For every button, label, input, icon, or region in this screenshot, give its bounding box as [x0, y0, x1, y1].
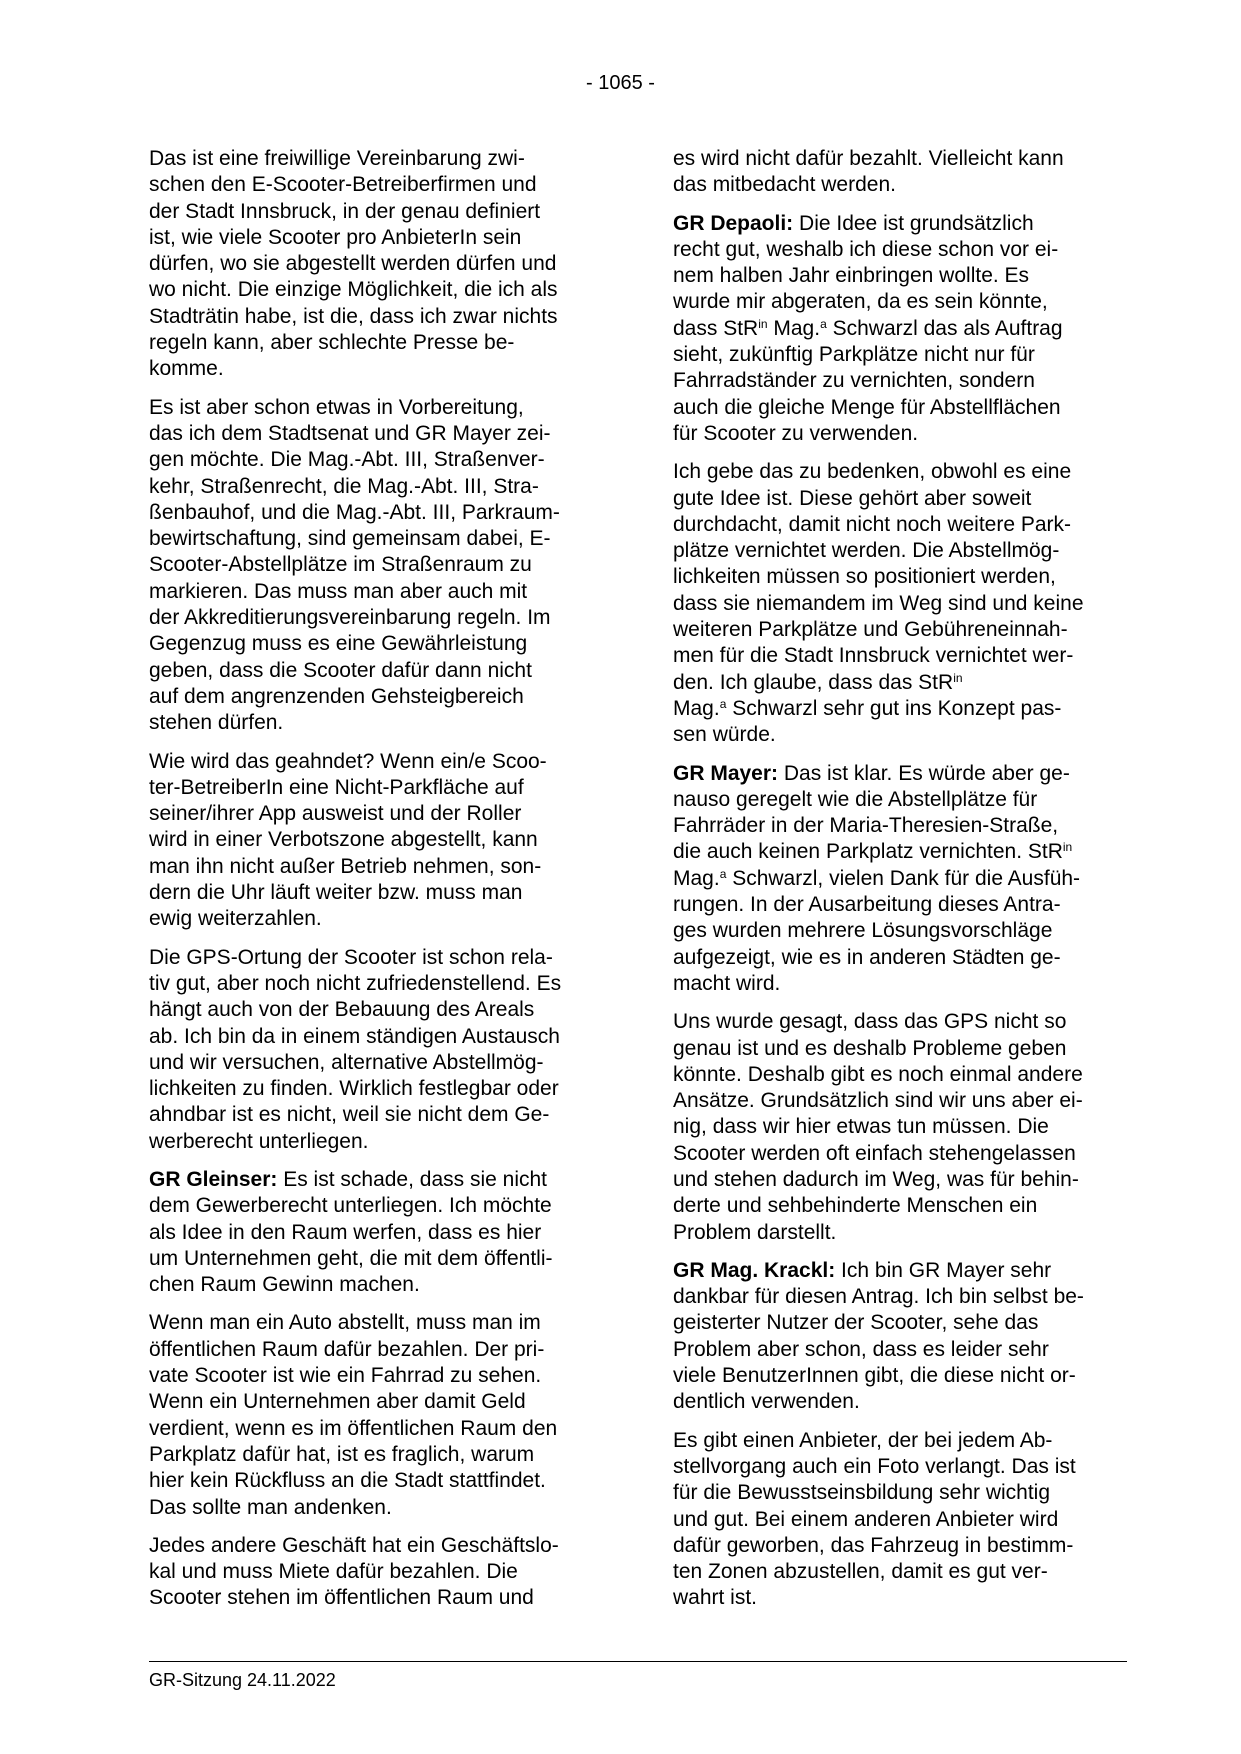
text-line: stellvorgang auch ein Foto verlangt. Das ist	[673, 1454, 1076, 1478]
text-line: Wenn ein Unternehmen aber damit Geld	[149, 1390, 526, 1414]
text-line: wahrt ist.	[673, 1586, 758, 1610]
text-line: aufgezeigt, wie es in anderen Städten ge-	[673, 945, 1061, 969]
text-line: nig, dass wir hier etwas tun müssen. Die	[673, 1115, 1049, 1139]
text-line: Die Idee ist grundsätzlich	[793, 211, 1034, 235]
text-line: ewig weiterzahlen.	[149, 907, 322, 931]
text-line: bewirtschaftung, sind gemeinsam dabei, E-	[149, 527, 551, 551]
text-line: Scooter werden oft einfach stehengelassen	[673, 1141, 1076, 1165]
text-line: ßenbauhof, und die Mag.-Abt. III, Parkraum-	[149, 500, 560, 524]
speaker-name: GR Gleinser:	[149, 1167, 278, 1191]
text-line: chen Raum Gewinn machen.	[149, 1273, 420, 1297]
text-line: Mag.$^a$ Schwarzl sehr gut ins Konzept pas-	[673, 696, 1062, 720]
text-line: auf dem angrenzenden Gehsteigbereich	[149, 684, 524, 708]
text-line: Uns wurde gesagt, dass das GPS nicht so	[673, 1010, 1067, 1034]
text-line: öffentlichen Raum dafür bezahlen. Der pri-	[149, 1337, 545, 1361]
text-line: verdient, wenn es im öffentlichen Raum den	[149, 1416, 558, 1440]
text-line: ahndbar ist es nicht, weil sie nicht dem Ge-	[149, 1103, 550, 1127]
text-line: Problem darstellt.	[673, 1220, 837, 1244]
superscript: a	[719, 866, 727, 881]
paragraph	[149, 146, 602, 383]
text-line: lichkeiten zu finden. Wirklich festlegbar oder	[149, 1077, 559, 1101]
footer-text: GR-Sitzung 24.11.2022	[149, 1670, 336, 1690]
paragraph	[149, 1310, 602, 1520]
text-line: komme.	[149, 357, 224, 381]
text-line: macht wird.	[673, 971, 781, 995]
text-line: nauso geregelt wie die Abstellplätze für	[673, 787, 1038, 811]
speaker-name: GR Mayer:	[673, 761, 779, 785]
text-line: Das ist klar. Es würde aber ge-	[778, 761, 1070, 785]
text-line: Es gibt einen Anbieter, der bei jedem Ab-	[673, 1428, 1053, 1452]
text-line: vate Scooter ist wie ein Fahrrad zu sehen.	[149, 1364, 542, 1388]
text-line: lichkeiten müssen so positioniert werden,	[673, 565, 1056, 589]
text-line: viele BenutzerInnen gibt, die diese nicht or-	[673, 1364, 1076, 1388]
text-line: Jedes andere Geschäft hat ein Geschäftslo-	[149, 1533, 559, 1557]
text-line: Das sollte man andenken.	[149, 1495, 392, 1519]
text-line: Ansätze. Grundsätzlich sind wir uns aber ei-	[673, 1089, 1083, 1113]
text-line: stehen dürfen.	[149, 711, 284, 735]
text-line: für die Bewusstseinsbildung sehr wichtig	[673, 1481, 1051, 1505]
text-line: auch die gleiche Menge für Abstellflächen	[673, 395, 1061, 419]
text-line: sen würde.	[673, 723, 776, 747]
text-line: Stadträtin habe, ist die, dass ich zwar nichts	[149, 304, 558, 328]
text-line: Fahrradständer zu vernichten, sondern	[673, 369, 1035, 393]
text-line: Parkplatz dafür hat, ist es fraglich, warum	[149, 1442, 535, 1466]
text-line: derte und sehbehinderte Menschen ein	[673, 1194, 1038, 1218]
paragraph	[673, 459, 1126, 748]
text-line: Scooter-Abstellplätze im Straßenraum zu	[149, 553, 532, 577]
text-line: um Unternehmen geht, die mit dem öffentli-	[149, 1246, 553, 1270]
text-line: geisterter Nutzer der Scooter, sehe das	[673, 1311, 1039, 1335]
text-line: Wenn man ein Auto abstellt, muss man im	[149, 1311, 541, 1335]
text-line: ter-BetreiberIn eine Nicht-Parkfläche auf	[149, 775, 524, 799]
text-line: hier kein Rückfluss an die Stadt stattfindet.	[149, 1469, 546, 1493]
text-line: Es ist schade, dass sie nicht	[277, 1167, 548, 1191]
text-line: das mitbedacht werden.	[673, 173, 896, 197]
text-line: hängt auch von der Bebauung des Areals	[149, 998, 535, 1022]
text-line: man ihn nicht außer Betrieb nehmen, son-	[149, 854, 542, 878]
text-line: dankbar für diesen Antrag. Ich bin selbst be-	[673, 1285, 1084, 1309]
text-line: ges wurden mehrere Lösungsvorschläge	[673, 919, 1053, 943]
text-line: ten Zonen abzustellen, damit es gut ver-	[673, 1560, 1048, 1584]
paragraph	[673, 1428, 1126, 1612]
text-line: dass StR$^{in}$ Mag.$^a$ Schwarzl das als Auftrag	[673, 316, 1063, 340]
text-line: geben, dass die Scooter dafür dann nicht	[149, 658, 532, 682]
text-line: Problem aber schon, dass es leider sehr	[673, 1337, 1049, 1361]
footer-divider	[149, 1661, 1127, 1662]
paragraph	[149, 749, 602, 933]
text-line: und stehen dadurch im Weg, was für behin-	[673, 1167, 1079, 1191]
text-line: Ich bin GR Mayer sehr	[835, 1258, 1052, 1282]
text-line: und wir versuchen, alternative Abstellmög-	[149, 1050, 544, 1074]
text-line: dentlich verwenden.	[673, 1390, 860, 1414]
paragraph	[149, 1533, 602, 1612]
text-line: regeln kann, aber schlechte Presse be-	[149, 331, 515, 355]
text-line: genau ist und es deshalb Probleme geben	[673, 1036, 1067, 1060]
text-line: wurde mir abgeraten, da es sein könnte,	[673, 290, 1048, 314]
text-line: nem halben Jahr einbringen wollte. Es	[673, 264, 1030, 288]
superscript: in	[1062, 840, 1073, 855]
text-line: durchdacht, damit nicht noch weitere Park-	[673, 512, 1072, 536]
paragraph	[673, 761, 1126, 998]
text-line: Mag.$^a$ Schwarzl, vielen Dank für die Ausfüh-	[673, 866, 1081, 890]
text-line: Ich gebe das zu bedenken, obwohl es eine	[673, 460, 1072, 484]
paragraph	[149, 395, 602, 737]
text-line: und gut. Bei einem anderen Anbieter wird	[673, 1507, 1059, 1531]
superscript: a	[820, 316, 827, 331]
text-line: Scooter stehen im öffentlichen Raum und	[149, 1586, 534, 1610]
text-line: tiv gut, aber noch nicht zufriedenstellend. Es	[149, 971, 562, 995]
page-number: - 1065 -	[586, 72, 655, 94]
text-line: es wird nicht dafür bezahlt. Vielleicht kann	[673, 147, 1064, 170]
speaker-name: GR Depaoli:	[673, 211, 794, 235]
text-line: der Akkreditierungsvereinbarung regeln. Im	[149, 606, 551, 630]
paragraph	[673, 146, 1126, 199]
text-line: recht gut, weshalb ich diese schon vor ei-	[673, 237, 1059, 261]
text-line: dass sie niemandem im Weg sind und keine	[673, 591, 1084, 615]
text-line: für Scooter zu verwenden.	[673, 421, 919, 445]
text-line: den. Ich glaube, dass das StR$^{in}$	[673, 670, 963, 694]
text-line: Die GPS-Ortung der Scooter ist schon rela-	[149, 945, 553, 969]
text-line: Wie wird das geahndet? Wenn ein/e Scoo-	[149, 749, 547, 773]
text-line: plätze vernichtet werden. Die Abstellmög-	[673, 539, 1060, 563]
text-line: Fahrräder in der Maria-Theresien-Straße,	[673, 814, 1059, 838]
text-line: dürfen, wo sie abgestellt werden dürfen und	[149, 252, 557, 276]
text-line: könnte. Deshalb gibt es noch einmal andere	[673, 1062, 1083, 1086]
text-line: schen den E-Scooter-Betreiberfirmen und	[149, 173, 537, 197]
text-line: das ich dem Stadtsenat und GR Mayer zei-	[149, 421, 551, 445]
text-line: men für die Stadt Innsbruck vernichtet wer-	[673, 644, 1074, 668]
text-line: die auch keinen Parkplatz vernichten. StR$^{in}$	[673, 840, 1073, 864]
text-line: wo nicht. Die einzige Möglichkeit, die ich als	[149, 278, 558, 302]
superscript: in	[953, 670, 963, 685]
text-line: gen möchte. Die Mag.-Abt. III, Straßenver-	[149, 448, 545, 472]
paragraph	[149, 945, 602, 1155]
text-line: werberecht unterliegen.	[149, 1129, 369, 1153]
paragraph	[149, 1167, 602, 1298]
speaker-name: GR Mag. Krackl:	[673, 1258, 836, 1282]
text-line: rungen. In der Ausarbeitung dieses Antra-	[673, 893, 1061, 917]
paragraph	[673, 1258, 1126, 1416]
text-line: sieht, zukünftig Parkplätze nicht nur für	[673, 343, 1035, 367]
text-line: dafür geworben, das Fahrzeug in bestimm-	[673, 1533, 1074, 1557]
text-line: der Stadt Innsbruck, in der genau definiert	[149, 199, 541, 223]
text-line: Das ist eine freiwillige Vereinbarung zwi-	[149, 147, 525, 170]
text-line: wird in einer Verbotszone abgestellt, kann	[149, 828, 538, 852]
text-line: dem Gewerberecht unterliegen. Ich möchte	[149, 1194, 552, 1218]
text-line: ab. Ich bin da in einem ständigen Austausch	[149, 1024, 560, 1048]
text-line: kehr, Straßenrecht, die Mag.-Abt. III, Stra-	[149, 474, 539, 498]
superscript: a	[719, 696, 727, 711]
text-line: Gegenzug muss es eine Gewährleistung	[149, 632, 528, 656]
superscript: in	[758, 316, 768, 331]
left-column	[149, 146, 602, 1624]
paragraph	[673, 211, 1126, 448]
text-line: dern die Uhr läuft weiter bzw. muss man	[149, 881, 523, 905]
paragraph	[673, 1009, 1126, 1246]
text-line: ist, wie viele Scooter pro AnbieterIn sein	[149, 225, 522, 249]
text-line: seiner/ihrer App ausweist und der Roller	[149, 802, 522, 826]
text-line: kal und muss Miete dafür bezahlen. Die	[149, 1560, 518, 1584]
text-line: als Idee in den Raum werfen, dass es hier	[149, 1220, 542, 1244]
text-line: weiteren Parkplätze und Gebühreneinnah-	[673, 618, 1068, 642]
text-line: Es ist aber schon etwas in Vorbereitung,	[149, 395, 524, 419]
text-line: markieren. Das muss man aber auch mit	[149, 579, 528, 603]
text-line: gute Idee ist. Diese gehört aber soweit	[673, 486, 1032, 510]
right-column	[673, 146, 1126, 1624]
